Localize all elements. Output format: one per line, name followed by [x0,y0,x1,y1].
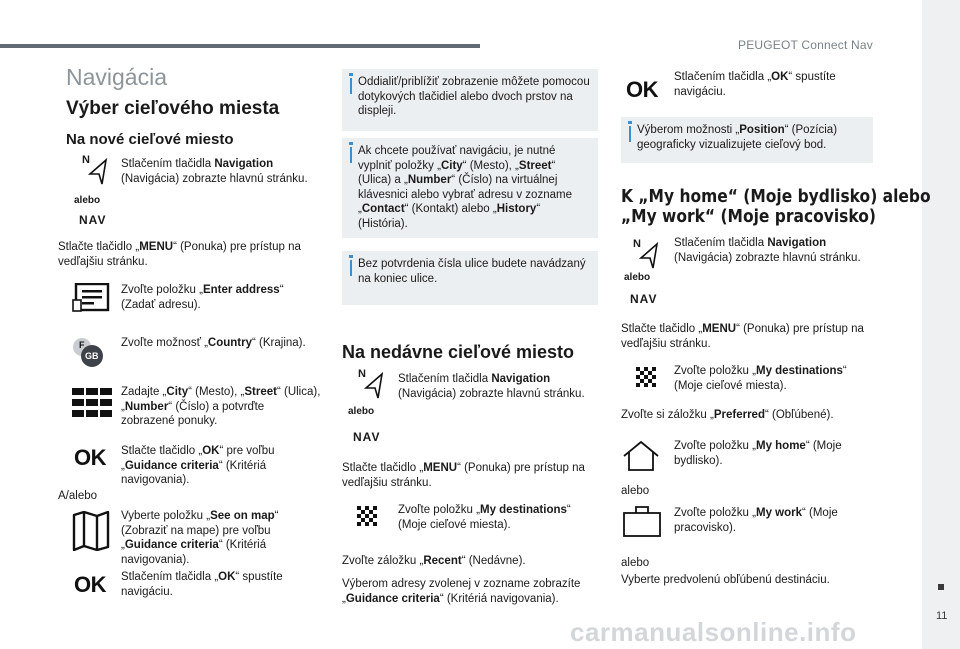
alebo-label: alebo [348,406,375,417]
nav-label: NAV [79,213,107,227]
step-navigation-2: Stlačením tlačidla Navigation (Navigácia) zobrazte hlavnú stránku. [398,373,585,400]
page-side-strip [922,0,960,649]
navigation-icon-group: N alebo NAV [74,154,107,227]
keypad-icon [72,388,112,418]
step-my-destinations-2: Zvoľte položku „My destinations“ (Moje cieľové miesta). [674,365,847,392]
alebo-label-1: alebo [621,485,650,497]
checkered-flag-icon [636,367,658,389]
step-ok-guidance: Stlačte tlačidlo „OK“ pre voľbu „Guidance criteria“ (Kritériá navigovania). [121,445,275,486]
navigation-icon-group-2: N alebo NAV [348,368,381,444]
heading-home-work-1: K „My home“ (Moje bydlisko) alebo [621,186,931,207]
note-zoom: Oddialiť/priblížiť zobrazenie môžete pomocou dotykových tlačidiel alebo dvoch prstov na displeji. [342,69,598,131]
alebo-label: alebo [624,272,651,283]
step-menu-3: Stlačte tlačidlo „MENU“ (Ponuka) pre prístup na vedľajšiu stránku. [621,323,864,350]
checkered-flag-icon [357,506,379,528]
a-alebo-label: A/alebo [58,490,98,502]
step-favorite-destination: Vyberte predvolenú obľúbenú destináciu. [621,574,830,586]
step-see-on-map: Vyberte položku „See on map“ (Zobraziť na mape) pre voľbu „Guidance criteria“ (Kritériá navigovania). [121,510,279,566]
step-my-home: Zvoľte položku „My home“ (Moje bydlisko). [674,440,842,467]
step-start-navigation-2: Stlačením tlačidla „OK“ spustíte navigáciu. [674,71,836,98]
work-briefcase-icon [622,504,662,538]
note-position: Výberom možnosti „Position“ (Pozícia) geograficky vizualizujete cieľový bod. [621,117,873,163]
watermark: carmanualsonline.info [570,617,857,647]
step-preferred-tab: Zvoľte si záložku „Preferred“ (Obľúbené). [621,409,834,421]
page-marker [938,584,944,590]
heading-destination-choice: Výber cieľového miesta [66,98,280,119]
step-my-destinations: Zvoľte položku „My destinations“ (Moje cieľové miesta). [398,504,571,531]
step-start-navigation: Stlačením tlačidla „OK“ spustíte navigáciu. [121,571,283,598]
step-city-street-number: Zadajte „City“ (Mesto), „Street“ (Ulica), „Number“ (Číslo) a potvrďte zobrazené ponuky. [121,386,321,427]
step-select-recent: Výberom adresy zvolenej v zozname zobrazíte „Guidance criteria“ (Kritériá navigovania). [342,578,581,605]
step-navigation-3: Stlačením tlačidla Navigation (Navigácia) zobrazte hlavnú stránku. [674,237,861,264]
address-keyboard-icon [72,283,110,313]
nav-label: NAV [353,430,381,444]
header-brand: PEUGEOT Connect Nav [738,38,873,52]
home-icon [622,440,660,472]
note-street-number: Bez potvrdenia čísla ulice budete navádzaný na koniec ulice. [342,251,598,305]
step-menu: Stlačte tlačidlo „MENU“ (Ponuka) pre prístup na vedľajšiu stránku. [58,241,301,268]
header-rule [0,44,480,48]
nav-label: NAV [630,292,658,306]
country-icon: F GB [72,336,106,370]
section-title: Navigácia [66,64,167,90]
alebo-label: alebo [74,195,101,206]
map-icon [72,511,110,551]
ok-icon-3: OK [626,77,658,102]
ok-icon-2: OK [74,572,106,597]
step-country: Zvoľte možnosť „Country“ (Krajina). [121,337,306,349]
page-number: 11 [936,610,948,622]
alebo-label-2: alebo [621,557,650,569]
heading-new-destination: Na nové cieľové miesto [66,131,234,148]
step-my-work: Zvoľte položku „My work“ (Moje pracovisko). [674,507,838,534]
heading-home-work-2: „My work“ (Moje pracovisko) [621,206,876,227]
heading-recent-destination: Na nedávne cieľové miesto [342,342,575,362]
step-recent-tab: Zvoľte záložku „Recent“ (Nedávne). [342,555,526,567]
ok-icon: OK [74,445,106,470]
step-enter-address: Zvoľte položku „Enter address“ (Zadať adresu). [121,284,284,311]
step-menu-2: Stlačte tlačidlo „MENU“ (Ponuka) pre prístup na vedľajšiu stránku. [342,462,585,489]
step-navigation: Stlačením tlačidla Navigation (Navigácia) zobrazte hlavnú stránku. [121,158,308,185]
note-required-fields: Ak chcete používať navigáciu, je nutné vyplniť položky „City“ (Mesto), „Street“ (Ulica) a „Number“ (Číslo) na virtuálnej klávesnici alebo vybrať adresu v zozname „Contact“ (Kontakt) alebo „History“ (História). [342,138,598,238]
navigation-icon-group-3: N alebo NAV [624,238,658,306]
